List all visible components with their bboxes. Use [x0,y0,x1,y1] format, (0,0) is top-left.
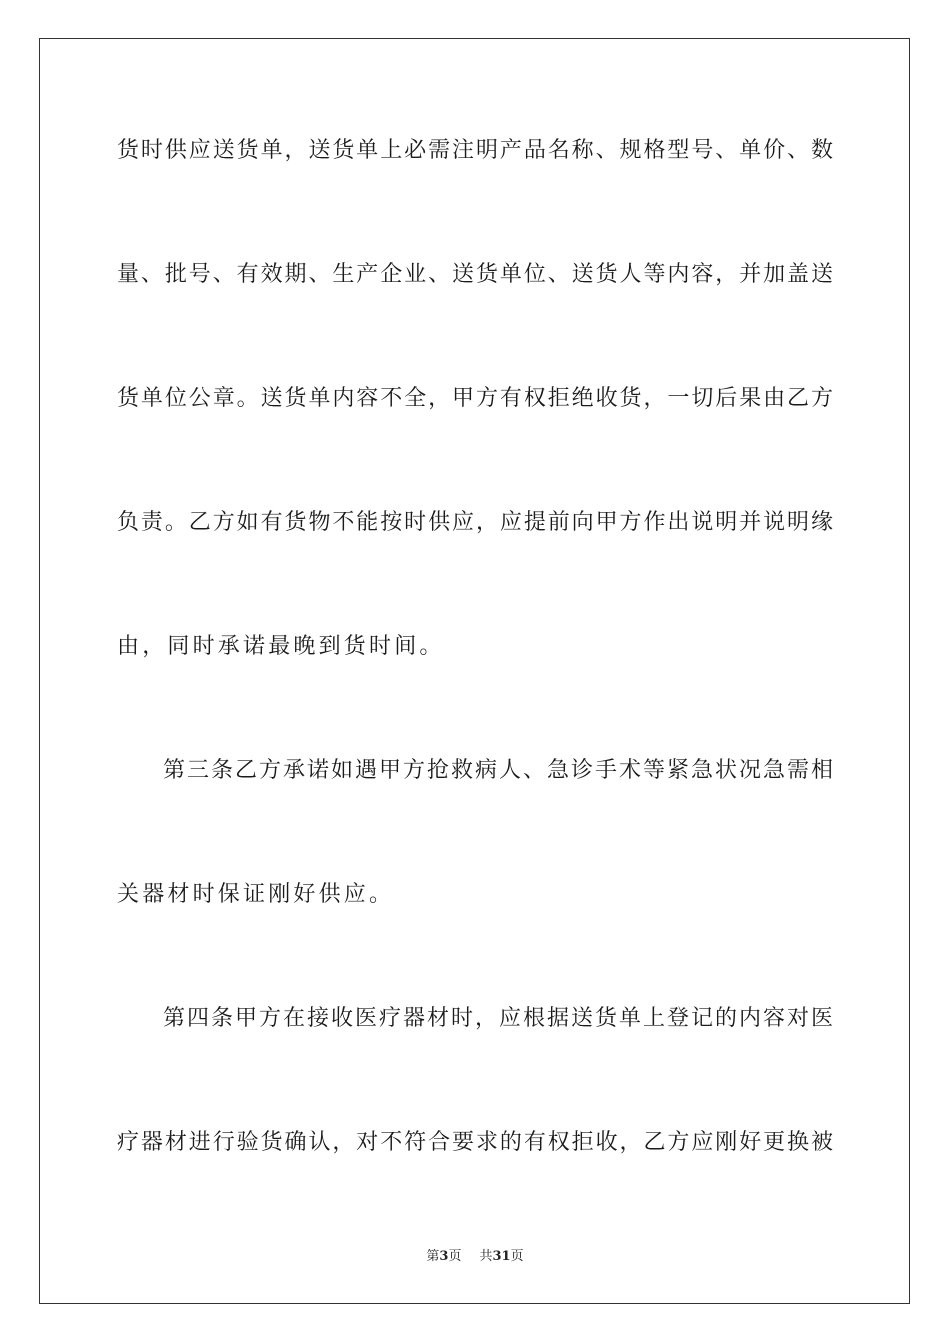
page-label-suffix: 页 [448,1249,462,1264]
total-pages: 31 [492,1249,511,1264]
text-line: 疗器材进行验货确认，对不符合要求的有权拒收，乙方应刚好更换被 [117,1130,833,1155]
page-border [39,38,910,1304]
page-number: 3 [439,1249,449,1264]
page-label-prefix: 第 [426,1249,440,1264]
text-line: 由，同时承诺最晚到货时间。 [117,634,445,659]
text-line: 负责。乙方如有货物不能按时供应，应提前向甲方作出说明并说明缘 [117,510,833,535]
page-footer [0,1248,950,1266]
paragraph-article-3-line: 第三条乙方承诺如遇甲方抢救病人、急诊手术等紧急状况急需相 [163,758,833,783]
text-line: 量、批号、有效期、生产企业、送货单位、送货人等内容，并加盖送 [117,262,833,287]
text-line: 货单位公章。送货单内容不全，甲方有权拒绝收货，一切后果由乙方 [117,386,833,411]
total-label-prefix: 共 [479,1249,493,1264]
text-line: 关器材时保证刚好供应。 [117,882,395,907]
paragraph-article-4-line: 第四条甲方在接收医疗器材时，应根据送货单上登记的内容对医 [163,1006,833,1031]
total-label-suffix: 页 [510,1249,524,1264]
text-line: 货时供应送货单，送货单上必需注明产品名称、规格型号、单价、数 [117,138,833,163]
